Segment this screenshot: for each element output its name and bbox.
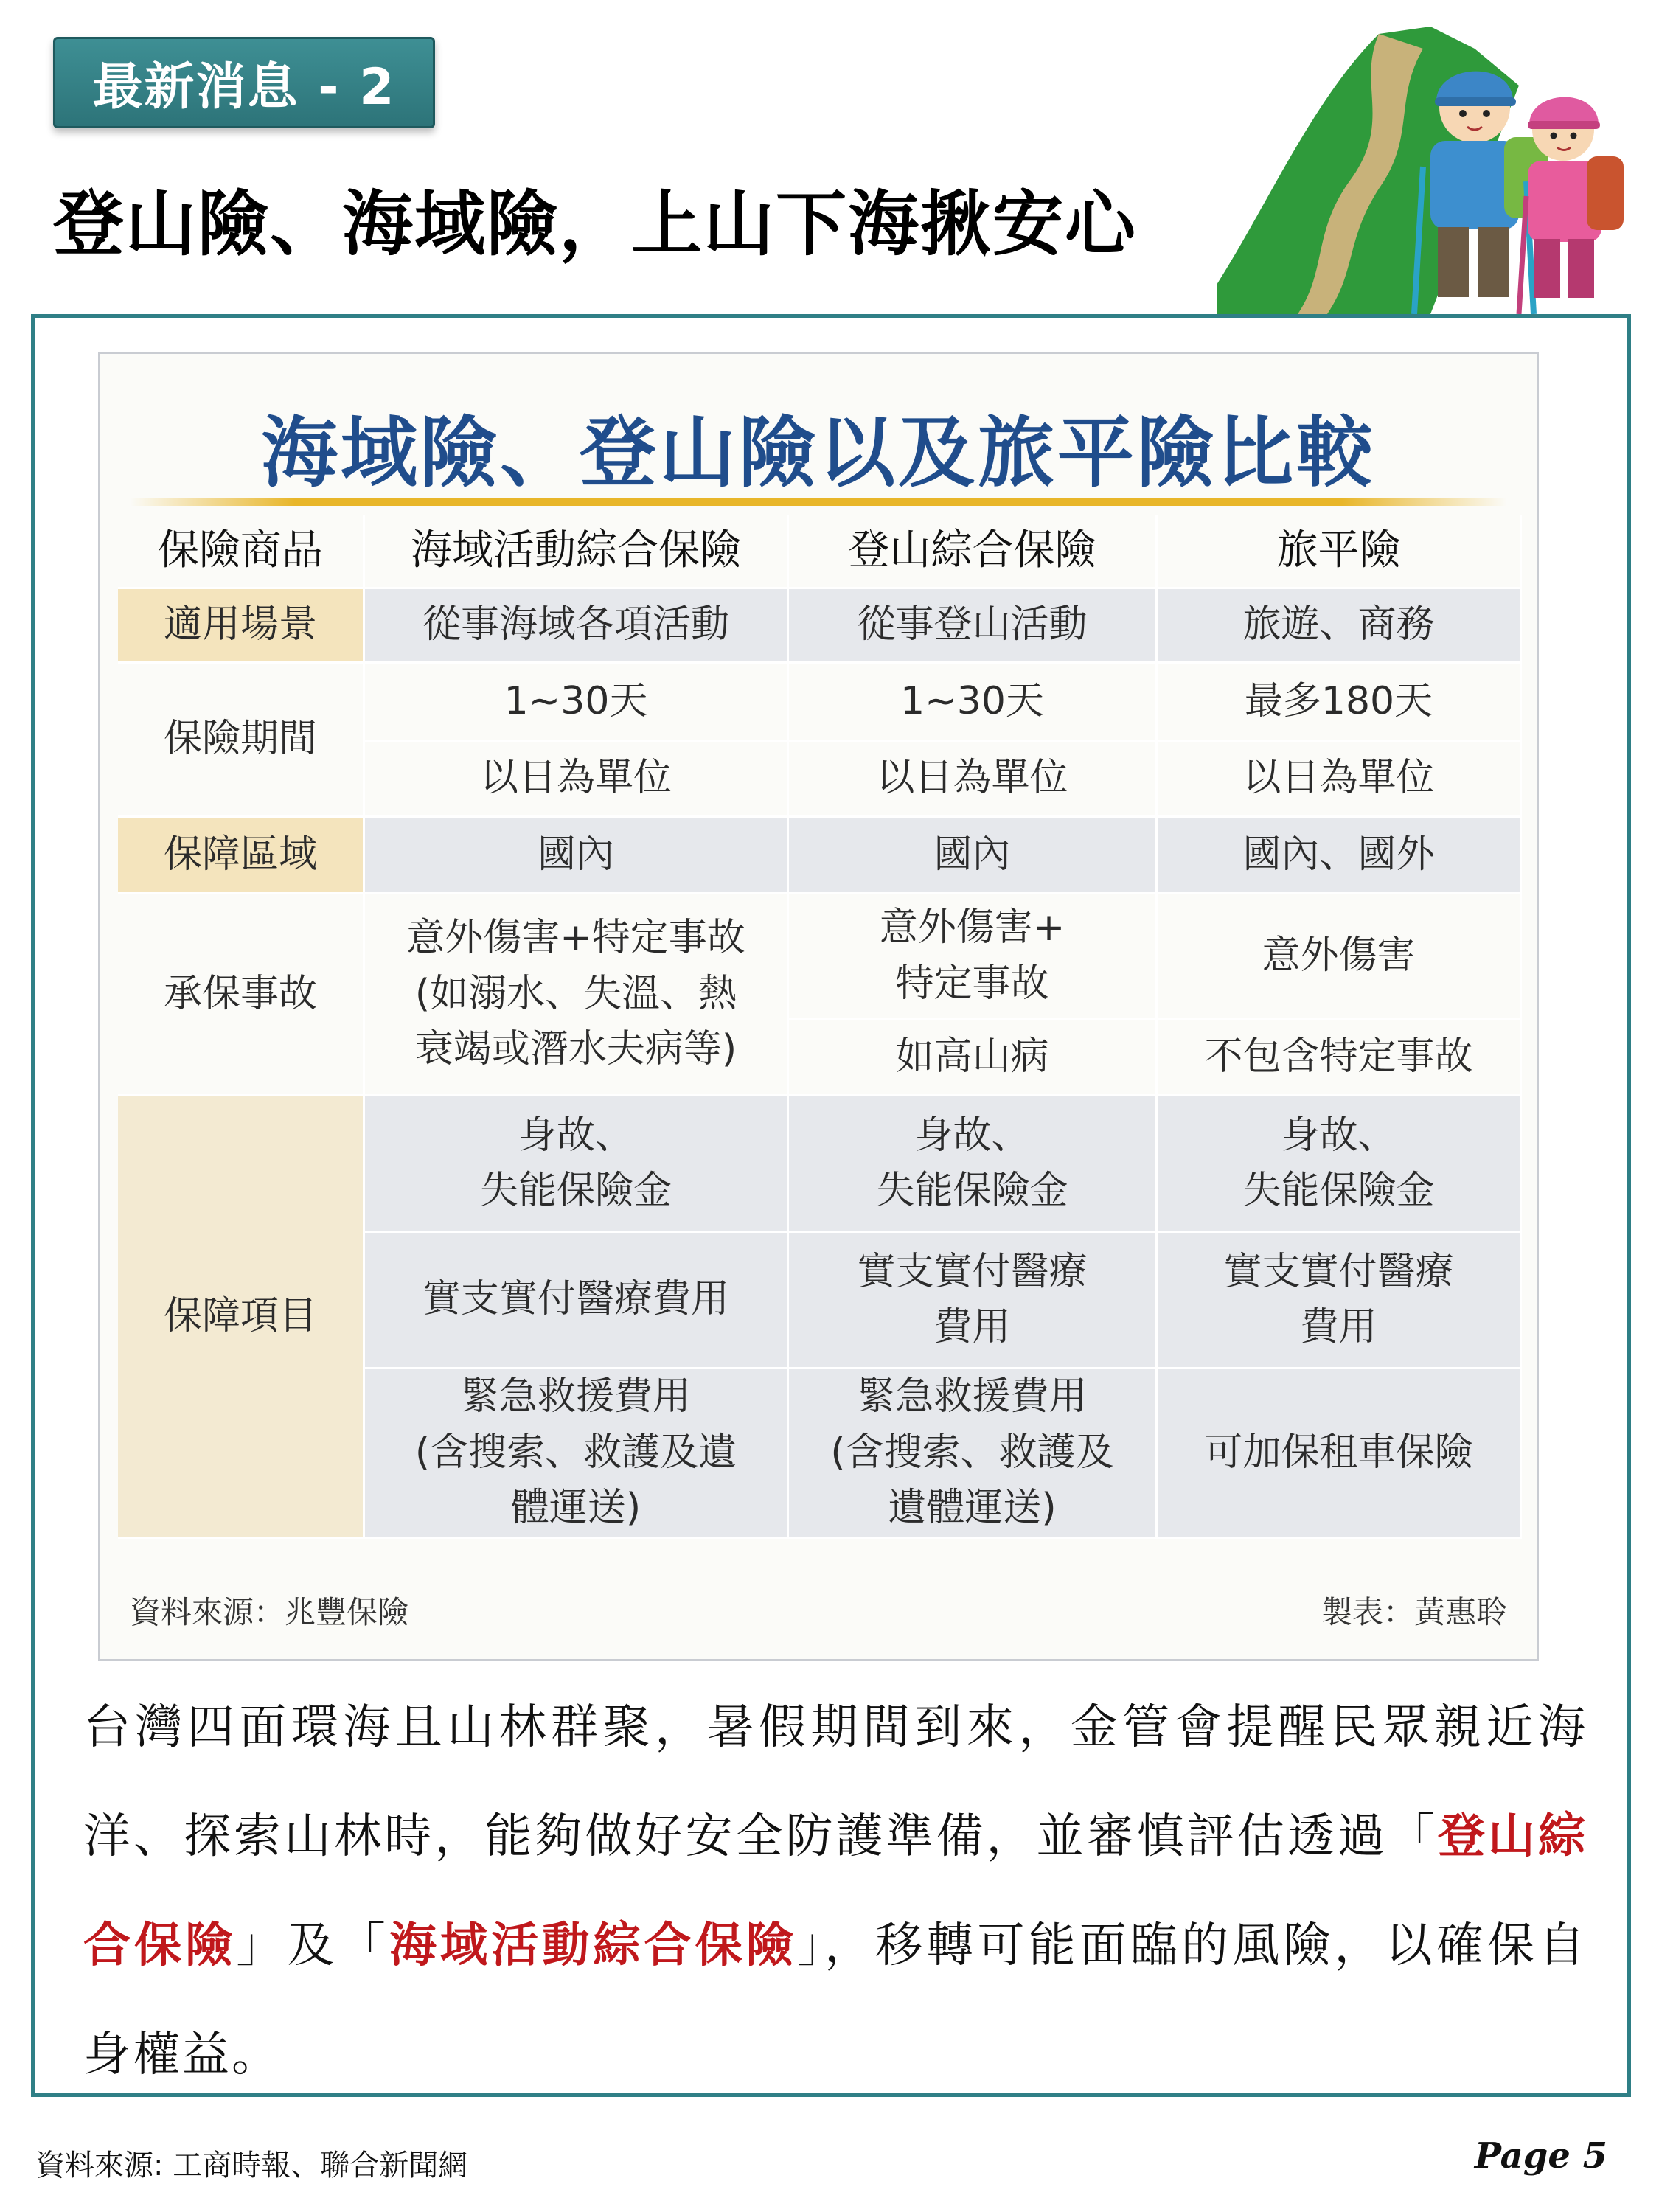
table-cell: 緊急救援費用 (含搜索、救護及遺 體運送) bbox=[365, 1369, 789, 1539]
table-cell: 身故、 失能保險金 bbox=[789, 1096, 1158, 1233]
table-cell: 可加保租車保險 bbox=[1158, 1369, 1522, 1539]
row-label: 保險期間 bbox=[118, 664, 365, 818]
hikers-illustration bbox=[1209, 19, 1637, 321]
table-cell: 實支實付醫療 費用 bbox=[789, 1233, 1158, 1369]
table-cell: 身故、 失能保險金 bbox=[365, 1096, 789, 1233]
table-cell: 緊急救援費用 (含搜索、救護及 遺體運送) bbox=[789, 1369, 1158, 1539]
column-header: 海域活動綜合保險 bbox=[365, 515, 789, 589]
table-cell: 國內、國外 bbox=[1158, 818, 1522, 894]
table-cell: 1~30天 bbox=[789, 664, 1158, 742]
column-header: 旅平險 bbox=[1158, 515, 1522, 589]
article-paragraph bbox=[83, 1673, 1587, 2110]
column-header: 登山綜合保險 bbox=[789, 515, 1158, 589]
table-cell: 國內 bbox=[365, 818, 789, 894]
comparison-table bbox=[118, 515, 1522, 1585]
table-cell: 以日為單位 bbox=[789, 742, 1158, 818]
highlight-mountain-insurance: 登山綜合保險 bbox=[83, 1809, 1588, 1973]
female-hiker-icon bbox=[1519, 97, 1624, 314]
row-label: 保障區域 bbox=[118, 818, 365, 894]
table-cell: 意外傷害 bbox=[1158, 894, 1522, 1020]
table-author: 製表：黃惠聆 bbox=[1321, 1594, 1507, 1630]
table-cell: 從事登山活動 bbox=[789, 589, 1158, 664]
page-headline: 登山險、海域險，上山下海揪安心 bbox=[53, 183, 1137, 265]
table-cell: 實支實付醫療費用 bbox=[365, 1233, 789, 1369]
title-underline bbox=[130, 498, 1507, 506]
table-cell: 旅遊、商務 bbox=[1158, 589, 1522, 664]
content-frame bbox=[31, 314, 1631, 2097]
table-cell: 從事海域各項活動 bbox=[365, 589, 789, 664]
table-cell: 意外傷害+特定事故 (如溺水、失溫、熱 衰竭或潛水夫病等) bbox=[365, 894, 789, 1096]
row-label: 承保事故 bbox=[118, 894, 365, 1096]
table-cell: 最多180天 bbox=[1158, 664, 1522, 742]
paragraph-text: 台灣四面環海且山林群聚，暑假期間到來，金管會提醒民眾親近海洋、探索山林時，能夠做好安全防護準備，並審慎評估透過「 bbox=[83, 1700, 1587, 1864]
table-cell: 1~30天 bbox=[365, 664, 789, 742]
table-cell: 如高山病 bbox=[789, 1020, 1158, 1096]
table-cell: 以日為單位 bbox=[365, 742, 789, 818]
highlight-marine-insurance: 海域活動綜合保險 bbox=[389, 1919, 797, 1973]
table-cell: 國內 bbox=[789, 818, 1158, 894]
paragraph-text: 」，移轉可能面臨的風險，以確保自身權益。 bbox=[83, 1919, 1588, 2082]
row-label: 保障項目 bbox=[118, 1096, 365, 1539]
table-cell: 身故、 失能保險金 bbox=[1158, 1096, 1522, 1233]
paragraph-text: 」及「 bbox=[236, 1919, 389, 1973]
row-label: 適用場景 bbox=[118, 589, 365, 664]
column-header: 保險商品 bbox=[118, 515, 365, 589]
comparison-table-image bbox=[98, 352, 1539, 1661]
table-cell: 不包含特定事故 bbox=[1158, 1020, 1522, 1096]
page-number: Page 5 bbox=[1474, 2135, 1607, 2177]
table-cell: 以日為單位 bbox=[1158, 742, 1522, 818]
table-source: 資料來源：兆豐保險 bbox=[130, 1594, 409, 1630]
table-title: 海域險、登山險以及旅平險比較 bbox=[260, 408, 1376, 498]
footer-source: 資料來源: 工商時報、聯合新聞網 bbox=[35, 2149, 468, 2183]
table-cell: 意外傷害+ 特定事故 bbox=[789, 894, 1158, 1020]
table-cell: 實支實付醫療 費用 bbox=[1158, 1233, 1522, 1369]
section-badge: 最新消息 - 2 bbox=[53, 37, 435, 128]
